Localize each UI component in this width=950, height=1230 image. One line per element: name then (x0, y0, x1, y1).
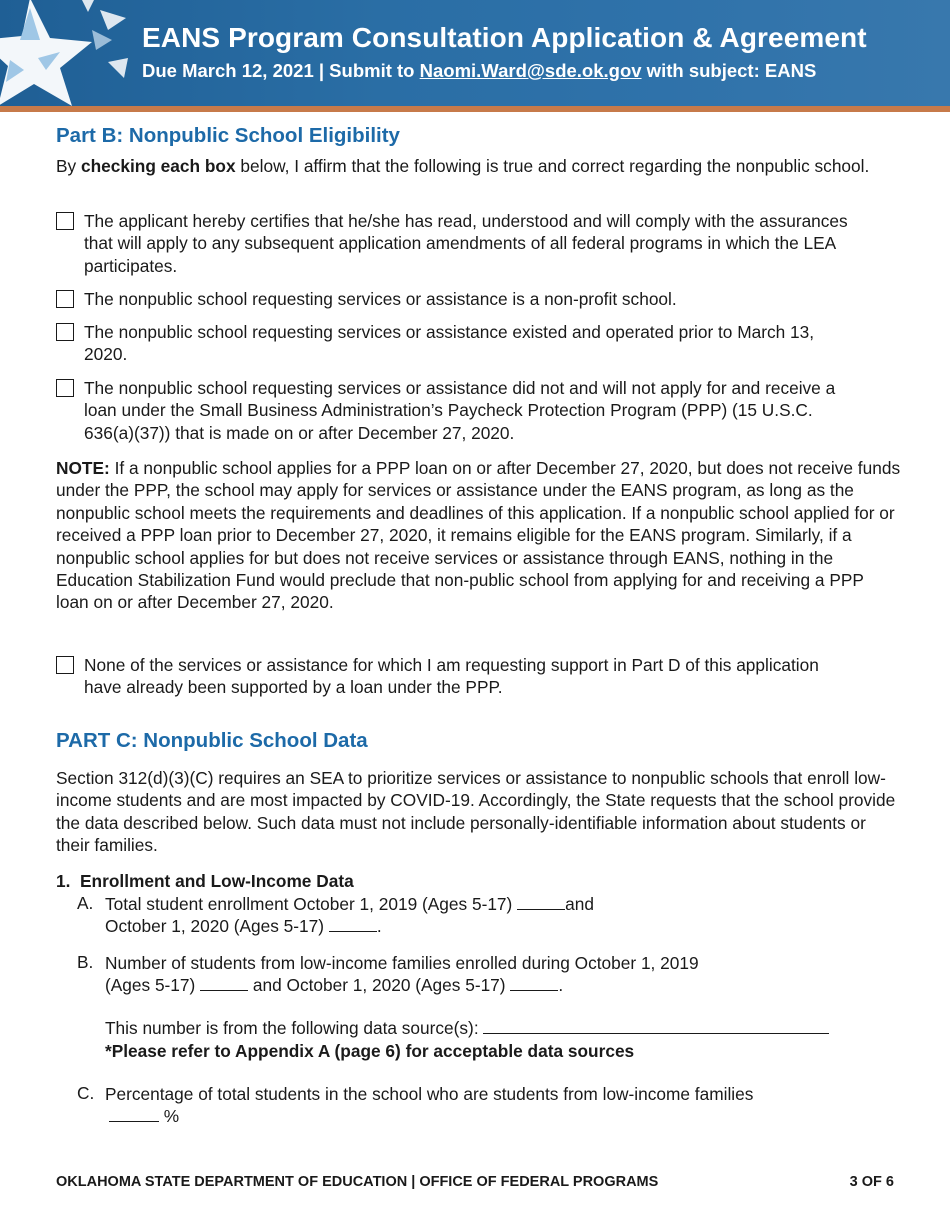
data-source-field[interactable] (483, 1019, 829, 1034)
item-a-text: Total student enrollment October 1, 2019 (Ages 5-17) and October 1, 2020 (Ages 5-17) . (105, 894, 594, 937)
subject-text: with subject: EANS (641, 60, 817, 81)
footer-department: OKLAHOMA STATE DEPARTMENT OF EDUCATION | OFFICE OF FEDERAL PROGRAMS (56, 1174, 659, 1190)
item-a-letter: A. (77, 893, 94, 913)
document-subtitle (142, 60, 816, 82)
appendix-reference: *Please refer to Appendix A (page 6) for acceptable data sources (105, 1041, 635, 1061)
item-c-text: Percentage of total students in the school who are students from low-income families % (105, 1084, 754, 1127)
note-label: NOTE: (56, 458, 110, 478)
enrollment-2019-field[interactable] (517, 895, 565, 910)
due-date-text: Due March 12, 2021 | Submit to (142, 60, 420, 81)
eligibility-text-1: The applicant hereby certifies that he/she has read, understood and will comply with the assurances that will apply to any subsequent application amendments of all federal programs in which the LEA participates. (84, 211, 848, 276)
part-b-intro: By checking each box below, I affirm that the following is true and correct regarding the nonpublic school. (56, 156, 870, 176)
enrollment-section-heading: 1. Enrollment and Low-Income Data (56, 871, 354, 891)
part-c-heading: PART C: Nonpublic School Data (56, 729, 368, 752)
item-b-letter: B. (77, 952, 94, 972)
part-b-heading: Part B: Nonpublic School Eligibility (56, 124, 400, 147)
ppp-note: NOTE: If a nonpublic school applies for a PPP loan on or after December 27, 2020, but does not receive funds under the PPP, the school may apply for services or assistance under the EANS program, as long as the nonpublic school meets the requirements and deadlines of this application. If a nonpublic school applied for or received a PPP loan prior to December 27, 2020, it remains eligible for the EANS program. Similarly, if a nonpublic school applies for but does not receive services or assistance through EANS, nothing in the Education Stabilization Fund would preclude that non-public school from applying for and receiving a PPP loan on or after December 27, 2020. (56, 458, 901, 613)
eligibility-text-5: None of the services or assistance for which I am requesting support in Part D of this application have already been supported by a loan under the PPP. (84, 655, 819, 698)
eligibility-checkbox-3[interactable] (56, 323, 74, 341)
star-logo-icon (0, 0, 135, 106)
item-b-text: Number of students from low-income families enrolled during October 1, 2019 (Ages 5-17) and October 1, 2020 (Ages 5-17) . (105, 953, 699, 996)
page-number: 3 OF 6 (849, 1174, 894, 1190)
eligibility-text-4: The nonpublic school requesting services or assistance did not and will not apply for and receive a loan under the Small Business Administration’s Paycheck Protection Program (PPP) (15 U.S.C. 636(a)(37)) that is made on or after December 27, 2020. (84, 378, 836, 443)
eligibility-text-2: The nonpublic school requesting services or assistance is a non-profit school. (84, 289, 677, 309)
eligibility-checkbox-4[interactable] (56, 379, 74, 397)
header-accent-stripe (0, 106, 950, 112)
low-income-2019-field[interactable] (200, 976, 248, 991)
submit-email-link[interactable]: Naomi.Ward@sde.ok.gov (419, 60, 642, 81)
document-title: EANS Program Consultation Application & Agreement (142, 22, 867, 53)
eligibility-checkbox-1[interactable] (56, 212, 74, 230)
data-source-line: This number is from the following data source(s): (105, 1017, 895, 1039)
eligibility-checkbox-5[interactable] (56, 656, 74, 674)
eligibility-text-3: The nonpublic school requesting services or assistance existed and operated prior to March 13, 2020. (84, 322, 815, 365)
low-income-percent-field[interactable] (109, 1107, 159, 1122)
low-income-2020-field[interactable] (510, 976, 558, 991)
enrollment-2020-field[interactable] (329, 917, 377, 932)
part-c-intro: Section 312(d)(3)(C) requires an SEA to prioritize services or assistance to nonpublic schools that enroll low-income students and are most impacted by COVID-19. Accordingly, the State requests that the school provide the data described below. Such data must not include personally-identifiable information about students or their families. (56, 768, 896, 856)
item-c-letter: C. (77, 1083, 95, 1103)
eligibility-checkbox-2[interactable] (56, 290, 74, 308)
